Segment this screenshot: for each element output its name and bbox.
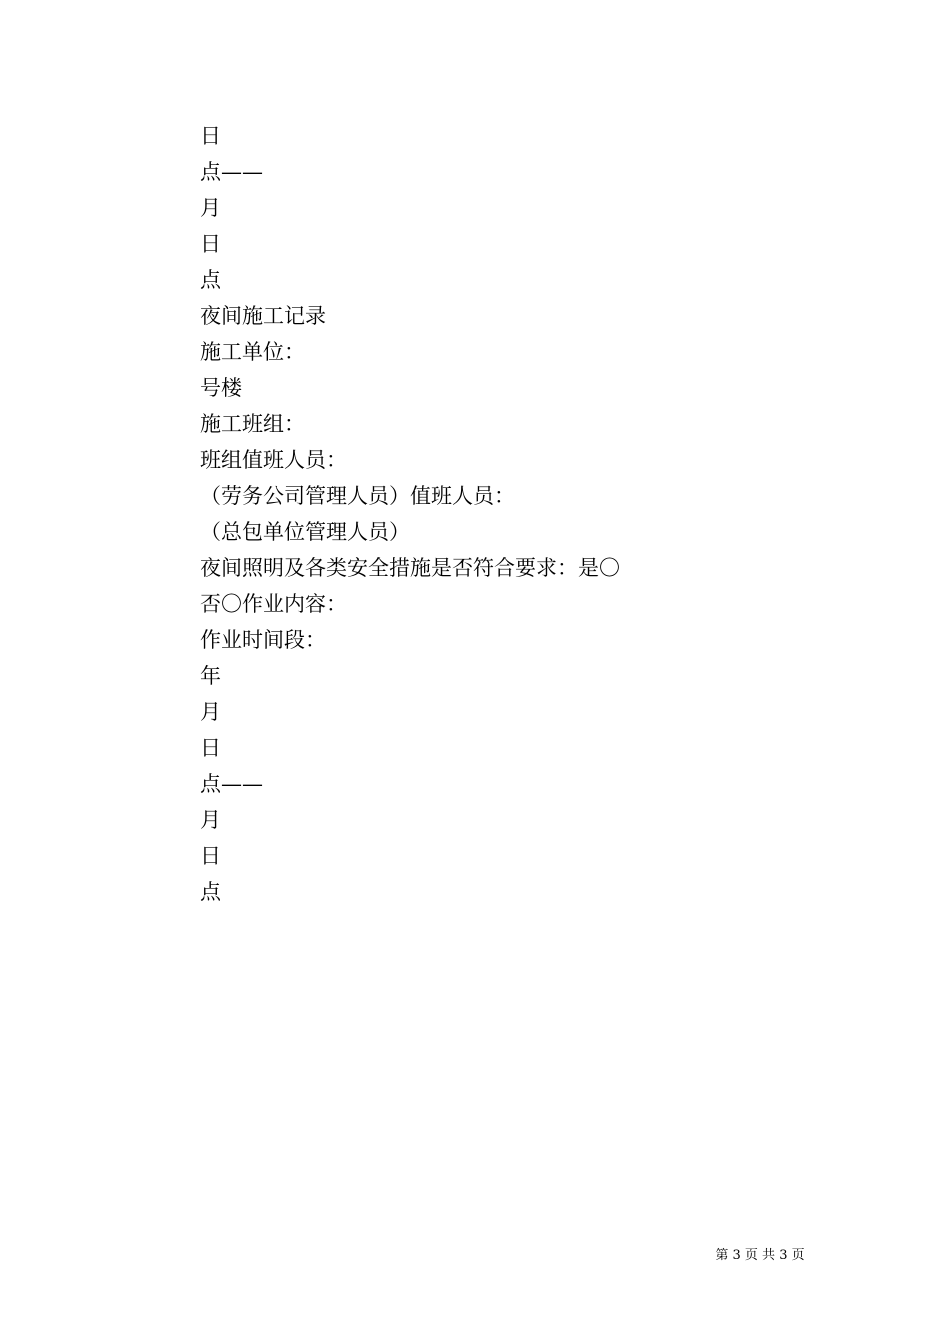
text-line: 日 [200,124,221,148]
text-line: 月 [200,196,221,220]
record-title: 夜间施工记录 [200,304,326,328]
work-content-label: 否〇作业内容： [200,592,347,616]
safety-measures-question: 夜间照明及各类安全措施是否符合要求：是〇 [200,556,620,580]
text-line: 月 [200,700,221,724]
text-line: 日 [200,232,221,256]
text-line: 日 [200,844,221,868]
document-body [200,118,760,910]
construction-unit-label: 施工单位： [200,340,305,364]
general-contractor-manager-label: （总包单位管理人员） [200,520,410,544]
text-line: 月 [200,808,221,832]
text-line: 点 [200,880,221,904]
page-number-footer: 第 3 页 共 3 页 [715,1248,805,1263]
team-duty-staff-label: 班组值班人员： [200,448,347,472]
text-line: 点 [200,268,221,292]
text-line: 点—— [200,160,263,184]
labor-company-duty-staff-label: （劳务公司管理人员）值班人员： [200,484,515,508]
construction-team-label: 施工班组： [200,412,305,436]
text-line: 年 [200,664,221,688]
work-period-label: 作业时间段： [200,628,326,652]
text-line: 日 [200,736,221,760]
building-number-label: 号楼 [200,376,242,400]
text-line: 点—— [200,772,263,796]
